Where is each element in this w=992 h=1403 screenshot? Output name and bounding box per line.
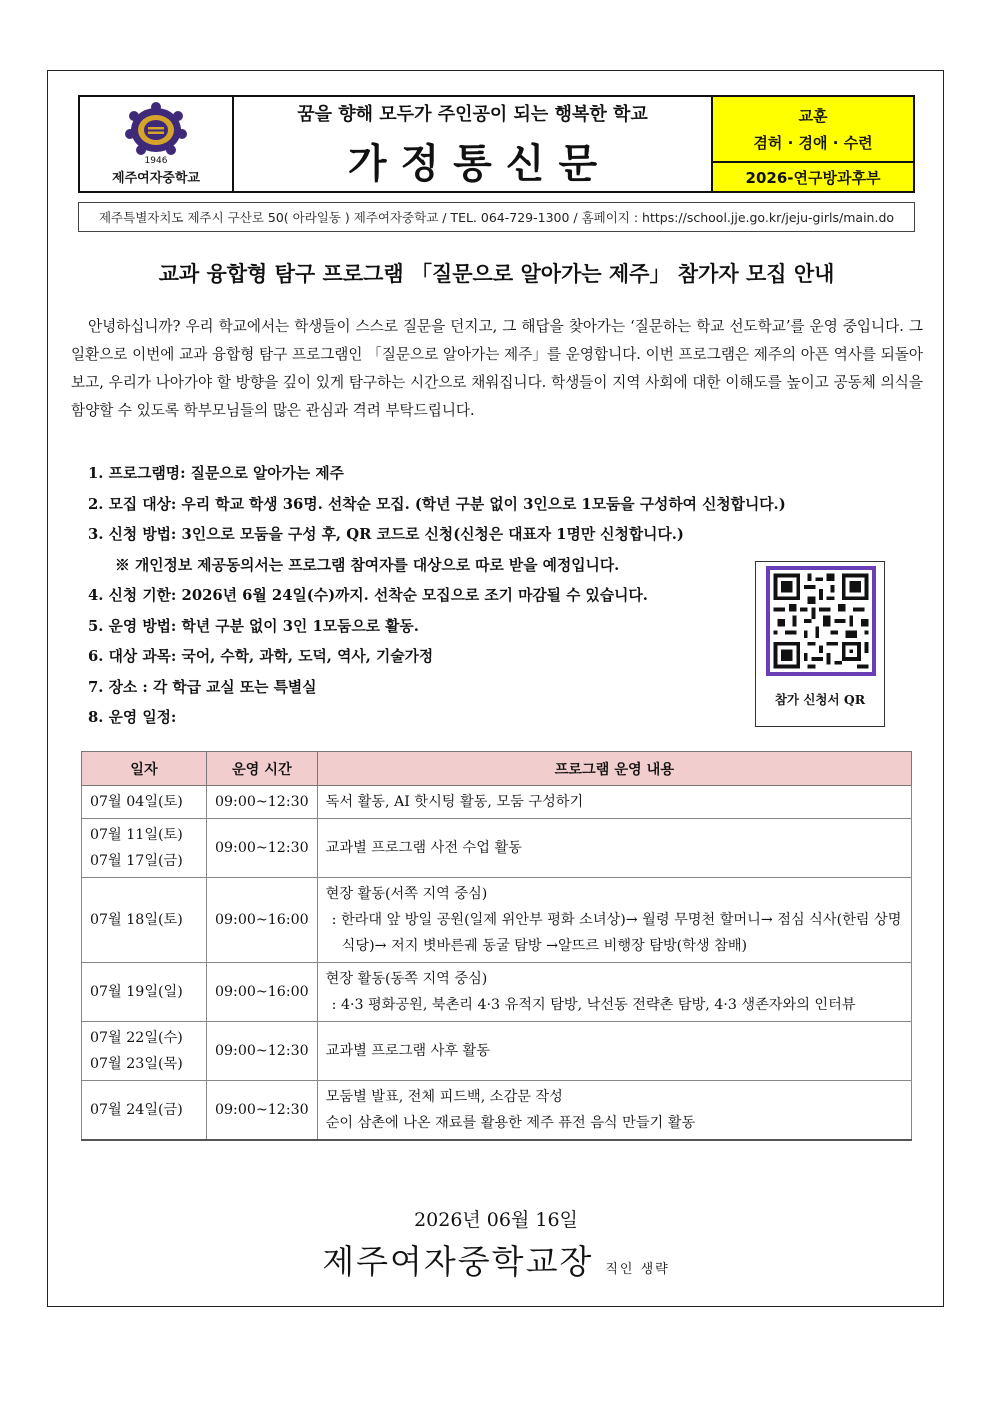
row-content <box>317 1081 911 1141</box>
list-item-schedule: 8. 운영 일정: <box>88 709 177 726</box>
date-line: 07월 22일(수) <box>90 1030 183 1046</box>
row-content <box>317 878 911 963</box>
row-content <box>317 1022 911 1081</box>
date-line: 07월 23일(목) <box>90 1056 183 1072</box>
title-cell <box>234 97 713 191</box>
row-date <box>82 1022 207 1081</box>
row-content <box>317 963 911 1022</box>
row-time: 09:00~16:00 <box>207 878 318 963</box>
info-list <box>88 459 786 734</box>
content-line: 교과별 프로그램 사전 수업 활동 <box>325 840 522 856</box>
table-row <box>82 878 912 963</box>
table-row <box>82 819 912 878</box>
issue-date: 2026년 06월 16일 <box>414 1209 578 1231</box>
department-label: 2026-연구방과후부 <box>713 163 913 191</box>
school-emblem-icon <box>121 102 191 158</box>
schedule-table <box>81 751 912 1141</box>
school-name: 제주여자중학교 <box>112 171 200 186</box>
content-line: 교과별 프로그램 사후 활동 <box>325 1043 490 1059</box>
row-time: 09:00~12:30 <box>207 1081 318 1141</box>
row-time: 09:00~16:00 <box>207 963 318 1022</box>
list-item-deadline: 4. 신청 기한: 2026년 6월 24일(수)까지. 선착순 모집으로 조기 마감될 수 있습니다. <box>88 587 648 604</box>
table-row <box>82 786 912 819</box>
date-line: 07월 24일(금) <box>90 1102 183 1118</box>
list-item-place: 7. 장소 : 각 학급 교실 또는 특별실 <box>88 678 317 696</box>
qr-caption: 참가 신청서 QR <box>774 692 866 707</box>
page-title: 교과 융합형 탐구 프로그램 「질문으로 알아가는 제주」 참가자 모집 안내 <box>158 261 835 286</box>
header-date: 일자 <box>82 752 207 786</box>
row-date <box>82 1081 207 1141</box>
qr-code-icon[interactable] <box>766 566 876 676</box>
seal-note: 직인 생략 <box>605 1262 670 1277</box>
row-date <box>82 878 207 963</box>
content-detail: : 4·3 평화공원, 북촌리 4·3 유적지 탐방, 낙선동 전략촌 탐방, 4·3 생존자와의 인터뷰 <box>331 997 856 1013</box>
content-detail: : 한라대 앞 방일 공원(일제 위안부 평화 소녀상)→ 월령 무명천 할머니→ 점심 식사(한림 상명 식당)→ 저지 볏바른궤 동굴 탐방 →알뜨르 비행장 탐방(학생 참배) <box>331 912 902 954</box>
table-row <box>82 963 912 1022</box>
date-line: 07월 18일(토) <box>90 912 183 928</box>
table-row <box>82 1081 912 1141</box>
school-logo-cell <box>80 97 234 191</box>
row-time: 09:00~12:30 <box>207 819 318 878</box>
list-item-subjects: 6. 대상 과목: 국어, 수학, 과학, 도덕, 역사, 기술가정 <box>88 648 434 665</box>
row-date <box>82 786 207 819</box>
date-line: 07월 17일(금) <box>90 853 183 869</box>
list-item-privacy-note: ※ 개인정보 제공동의서는 프로그램 참여자를 대상으로 따로 받을 예정입니다. <box>115 556 620 574</box>
newsletter-title: 가정통신문 <box>347 139 612 187</box>
date-line: 07월 11일(토) <box>90 827 183 843</box>
content-line: 현장 활동(동쪽 지역 중심) <box>325 971 488 987</box>
motto-cell <box>713 97 913 191</box>
motto-box <box>713 97 913 163</box>
motto-label: 교훈 <box>798 107 828 125</box>
qr-code-box <box>755 561 885 727</box>
newsletter-header <box>78 95 915 193</box>
row-date <box>82 963 207 1022</box>
table-row <box>82 1022 912 1081</box>
content-line: 순이 삼촌에 나온 재료를 활용한 제주 퓨전 음식 만들기 활동 <box>325 1115 696 1131</box>
list-item-target: 2. 모집 대상: 우리 학교 학생 36명. 선착순 모집. (학년 구분 없이 3인으로 1모둠을 구성하여 신청합니다.) <box>88 495 786 513</box>
row-content <box>317 786 911 819</box>
row-content <box>317 819 911 878</box>
row-time: 09:00~12:30 <box>207 1022 318 1081</box>
intro-paragraph: 안녕하십니까? 우리 학교에서는 학생들이 스스로 질문을 던지고, 그 해답을 찾아가는 ‘질문하는 학교 선도학교’를 운영 중입니다. 그 일환으로 이번에 교과 융합형 탐구 프로그램인 「질문으로 알아가는 제주」를 운영합니다. 이번 프로그램은 제주의 아픈 역사를 되돌아보고, 우리가 나아가야 할 방향을 깊이 있게 탐구하는 시간으로 채워집니다. 학생들이 지역 사회에 대한 이해도를 높이고 공동체 의식을 함양할 수 있도록 학부모님들의 많은 관심과 격려 부탁드립니다. <box>71 318 923 419</box>
content-line: 독서 활동, AI 핫시팅 활동, 모둠 구성하기 <box>325 794 584 810</box>
date-line: 07월 04일(토) <box>90 794 183 810</box>
content-line: 현장 활동(서쪽 지역 중심) <box>325 886 488 902</box>
table-header-row <box>82 752 912 786</box>
school-founding-year: 1946 <box>144 156 168 166</box>
motto-value: 겸허 · 경애 · 수련 <box>753 134 873 152</box>
list-item-method: 3. 신청 방법: 3인으로 모둠을 구성 후, QR 코드로 신청(신청은 대표자 1명만 신청합니다.) <box>88 526 684 543</box>
date-line: 07월 19일(일) <box>90 984 183 1000</box>
school-address-bar: 제주특별자치도 제주시 구산로 50( 아라일동 ) 제주여자중학교 / TEL. 064-729-1300 / 홈페이지 : https://school.jje.go.kr/jeju-girls/main.do <box>78 202 915 232</box>
school-slogan: 꿈을 향해 모두가 주인공이 되는 행복한 학교 <box>297 103 648 125</box>
content-line: 모둠별 발표, 전체 피드백, 소감문 작성 <box>325 1089 563 1105</box>
list-item-operation: 5. 운영 방법: 학년 구분 없이 3인 1모둠으로 활동. <box>88 617 419 635</box>
row-date <box>82 819 207 878</box>
list-item-program-name: 1. 프로그램명: 질문으로 알아가는 제주 <box>88 465 344 482</box>
row-time: 09:00~12:30 <box>207 786 318 819</box>
principal-name: 제주여자중학교장 <box>322 1242 594 1281</box>
header-content: 프로그램 운영 내용 <box>317 752 911 786</box>
header-time: 운영 시간 <box>207 752 318 786</box>
signature-block <box>0 1236 992 1283</box>
